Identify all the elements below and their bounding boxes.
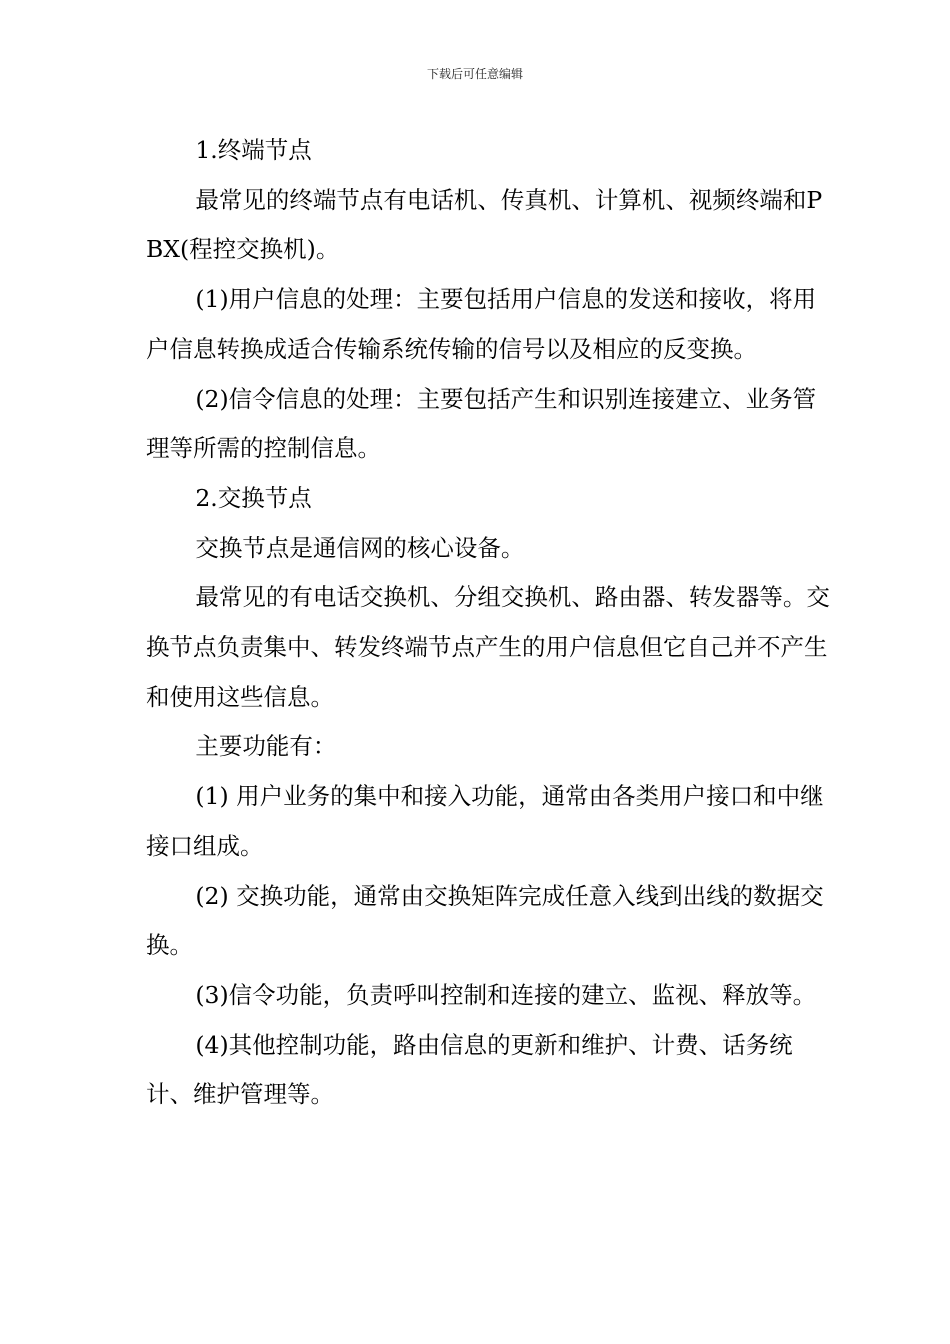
list-item: (2) 交换功能，通常由交换矩阵完成任意入线到出线的数据交换。 (146, 881, 824, 960)
paragraph: 交换节点是通信网的核心设备。 (195, 533, 525, 562)
list-item: (2)信令信息的处理：主要包括产生和识别连接建立、业务管理等所需的控制信息。 (146, 384, 817, 463)
paragraph: 主要功能有： (195, 732, 337, 761)
section-heading-terminal-node: 1.终端节点 (195, 136, 312, 164)
paragraph: 最常见的有电话交换机、分组交换机、路由器、转发器等。交换节点负责集中、转发终端节点产生的用户信息但它自己并不产生和使用这些信息。 (146, 583, 830, 711)
paragraph: 最常见的终端节点有电话机、传真机、计算机、视频终端和PBX(程控交换机)。 (146, 185, 823, 264)
list-item: (1)用户信息的处理：主要包括用户信息的发送和接收，将用户信息转换成适合传输系统传输的信号以及相应的反变换。 (146, 285, 817, 363)
list-item: (3)信令功能，负责呼叫控制和连接的建立、监视、释放等。 (195, 980, 817, 1009)
page-header: 下载后可任意编辑 (426, 67, 523, 81)
section-heading-switching-node: 2.交换节点 (195, 483, 312, 512)
list-item: (1) 用户业务的集中和接入功能，通常由各类用户接口和中继接口组成。 (146, 782, 824, 860)
document-body (146, 126, 836, 1120)
list-item: (4)其他控制功能，路由信息的更新和维护、计费、话务统计、维护管理等。 (146, 1030, 793, 1109)
